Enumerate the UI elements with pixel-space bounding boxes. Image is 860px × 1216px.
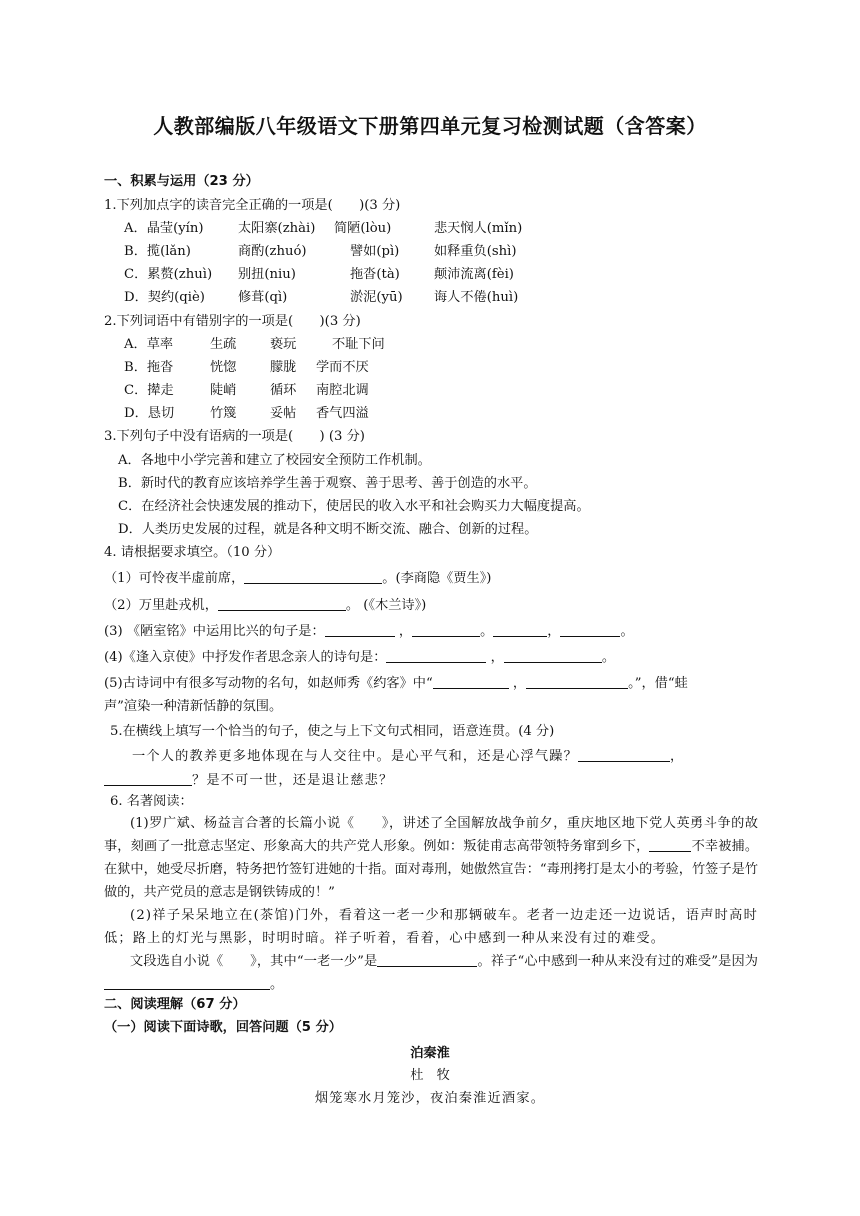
answer-blank[interactable] [104,975,270,990]
answer-blank[interactable] [433,674,509,689]
answer-blank[interactable] [526,674,628,689]
question-6-paragraph-1: (1)罗广斌、杨益言合著的长篇小说《 》，讲述了全国解放战争前夕，重庆地区地下党人英勇斗争的故事，刻画了一批意志坚定、形象高大的共产党人形象。例如：叛徒甫志高带领特务窜到乡下， 不幸被捕。在狱中，她受尽折磨，特务把竹签钉进她的十指。面对毒刑，她傲然宣告：“毒刑拷打是太小的考验，竹签子是竹做的，共产党员的意志是钢铁铸成的！” [104,816,759,900]
question-5-stem: 5.在横线上填写一个恰当的句子，使之与上下文句式相同，语意连贯。(4 分) [110,724,555,739]
poem-author: 杜 牧 [410,1068,450,1083]
question-4-item-5: (5)古诗词中有很多写动物的名句，如赵师秀《约客》中“ ， 。”，借“蛙 [104,676,688,691]
question-1-stem: 1.下列加点字的读音完全正确的一项是( )(3 分) [104,198,401,213]
question-4-item-1: （1）可怜夜半虚前席， 。(李商隐《贾生》) [104,571,492,586]
answer-blank[interactable] [325,622,395,637]
question-5-line-2: ？是不可一世，还是退让慈悲？ [104,771,393,790]
question-3-option-b: B．新时代的教育应该培养学生善于观察、善于思考、善于创造的水平。 [118,476,537,491]
question-4-item-5-cont: 声”渲染一种清新恬静的氛围。 [104,699,283,714]
document-page: 人教部编版八年级语文下册第四单元复习检测试题（含答案） 一、积累与运用（23 分） 1.下列加点字的读音完全正确的一项是( )(3 分) A．晶莹(yín) 太阳寨(zhài) 简陋(lòu) 悲天悯人(mǐn) B．揽(lǎn) 商酌(zhuó) 譬如(pì) 如释重负(shì) C．累赘(zhuì) 别扭(niu) 拖沓(tà) 颠沛流离(fèi) D．契约(qiè) 修葺(qì) 淤泥(yū) 诲人不倦(huì) 2.下列词语中有错别字的一项是( )(3 分) A．草率 生疏 亵玩 不耻下问 B．拖沓 恍惚 朦胧 学而不厌 C．撵走 陡峭 循环 南腔北调 D．恳切 竹篾 妥帖 香气四溢 3.下列句子中没有语病的一项是( ) (3 分) A．各地中小学完善和建立了校园安全预防工作机制。 B．新时代的教育应该培养学生善于观察、善于思考、善于创造的水平。 C．在经济社会快速发展的推动下，使居民的收入水平和社会购买力大幅度提高。 D．人类历史发展的过程，就是各种文明不断交流、融合、创新的过程。 4. 请根据要求填空。（10 分） （1）可怜夜半虚前席， 。(李商隐《贾生》) （2）万里赴戎机， 。 (《木兰诗》) (3) 《陋室铭》中运用比兴的句子是： ， 。 ， 。 (4)《逢入京使》中抒发作者思念亲人的诗句是： ， 。 (5)古诗词中有很多写动物的名句，如赵师秀《约客》中“ ， 。”，借“蛙 声”渲染一种清新恬静的氛围。 5.在横线上填写一个恰当的句子，使之与上下文句式相同，语意连贯。(4 分) 一个人的教养更多地体现在与人交往中。是心平气和，还是心浮气躁？ ， ？是不可一世，还是退让慈悲？ 6. 名著阅读： (1)罗广斌、杨益言合著的长篇小说《 》，讲述了全国解放战争前夕，重庆地区地下党人英勇斗争的故事，刻画了一批意志坚定、形象高大的共产党人形象。例如：叛徒甫志高带领特务窜到乡下， 不幸被捕。在狱中，她受尽折磨，特务把竹签钉进她的十指。面对毒刑，她傲然宣告：“毒刑拷打是太小的考验，竹签子是竹做的，共产党员的意志是钢铁铸成的！” (2)祥子呆呆地立在(茶馆)门外，看着这一老一少和那辆破车。老者一边走还一边说话，语声时高时低；路上的灯光与黑影，时明时暗。祥子听着，看着，心中感到一种从来没有过的难受。 文段选自小说《 》，其中“一老一少”是 。祥子“心中感到一种从来没有过的难受”是因为。 二、阅读理解（67 分） （一）阅读下面诗歌，回答问题（5 分） 泊秦淮 杜 牧 烟笼寒水月笼沙，夜泊秦淮近酒家。 [0,0,860,1216]
question-6-paragraph-3: 文段选自小说《 》，其中“一老一少”是 。祥子“心中感到一种从来没有过的难受”是因为。 [104,950,758,996]
question-4-item-3: (3) 《陋室铭》中运用比兴的句子是： ， 。 ， 。 [104,624,634,639]
question-3-option-a: A．各地中小学完善和建立了校园安全预防工作机制。 [118,453,431,468]
answer-blank[interactable] [560,622,620,637]
question-5-line-1: 一个人的教养更多地体现在与人交往中。是心平气和，还是心浮气躁？ ， [132,749,685,764]
question-6-stem: 6. 名著阅读： [110,794,193,809]
answer-blank[interactable] [649,837,691,852]
poem-line-1: 烟笼寒水月笼沙，夜泊秦淮近酒家。 [314,1091,546,1106]
question-4-item-4: (4)《逢入京使》中抒发作者思念亲人的诗句是： ， 。 [104,650,616,665]
section-heading-1: 一、积累与运用（23 分） [104,174,259,189]
answer-blank[interactable] [377,952,477,967]
answer-blank[interactable] [504,648,602,663]
subsection-heading-1: （一）阅读下面诗歌，回答问题（5 分） [104,1020,342,1035]
answer-blank[interactable] [493,622,547,637]
answer-blank[interactable] [244,569,382,584]
section-heading-2: 二、阅读理解（67 分） [104,997,246,1012]
poem-title: 泊秦淮 [410,1046,450,1061]
question-4-item-2: （2）万里赴戎机， 。 (《木兰诗》) [104,598,427,613]
question-6-paragraph-2: (2)祥子呆呆地立在(茶馆)门外，看着这一老一少和那辆破车。老者一边走还一边说话，语声时高时低；路上的灯光与黑影，时明时暗。祥子听着，看着，心中感到一种从来没有过的难受。 [104,908,758,946]
answer-blank[interactable] [104,771,192,786]
answer-blank[interactable] [218,596,346,611]
question-4-stem: 4. 请根据要求填空。（10 分） [104,545,281,560]
page-title: 人教部编版八年级语文下册第四单元复习检测试题（含答案） [153,114,707,138]
answer-blank[interactable] [386,648,486,663]
question-2-stem: 2.下列词语中有错别字的一项是( )(3 分) [104,314,361,329]
question-3-option-c: C．在经济社会快速发展的推动下，使居民的收入水平和社会购买力大幅度提高。 [118,499,590,514]
answer-blank[interactable] [578,747,670,762]
question-3-stem: 3.下列句子中没有语病的一项是( ) (3 分) [104,429,365,444]
question-3-option-d: D．人类历史发展的过程，就是各种文明不断交流、融合、创新的过程。 [118,522,538,537]
answer-blank[interactable] [412,622,480,637]
